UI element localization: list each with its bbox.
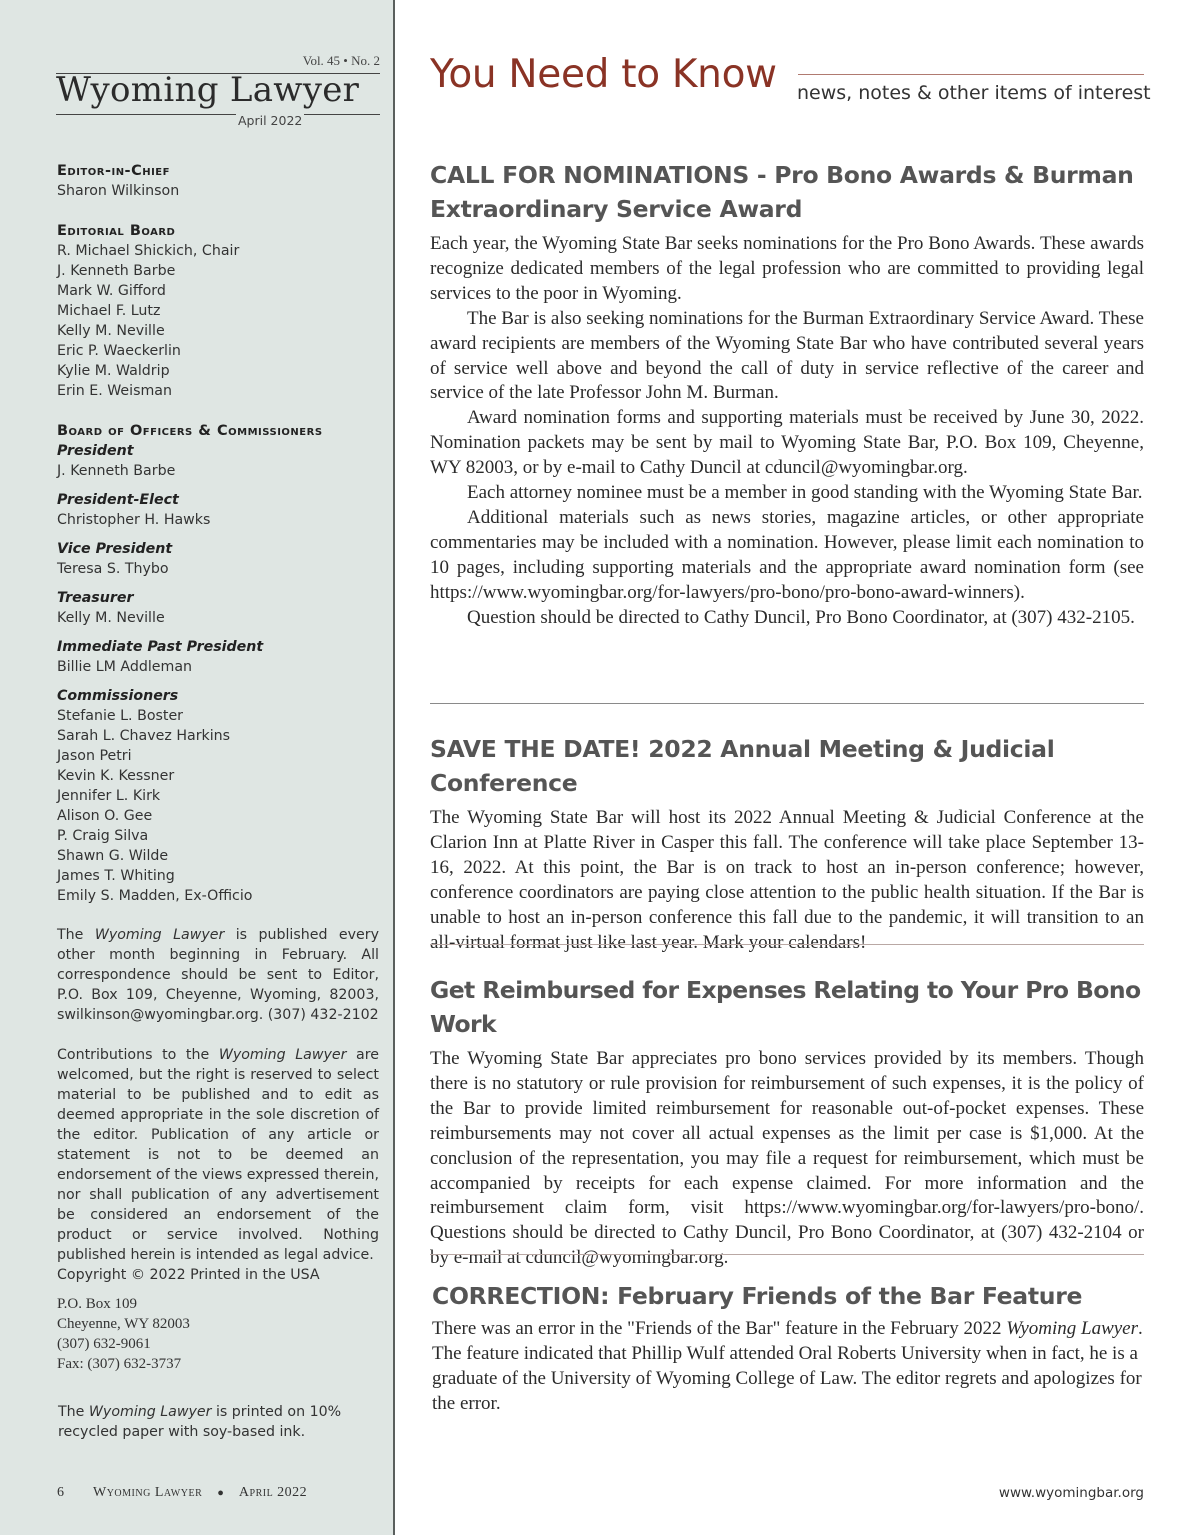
officer-name: Billie LM Addleman: [57, 659, 193, 675]
section-divider: [430, 703, 1144, 704]
officers-section: [57, 421, 379, 906]
article-paragraph: Award nomination forms and supporting materials must be received by June 30, 2022. Nomination packets may be sent by mail to Wyoming State Bar, P.O. Box 109, Cheyenne, WY 82003, or by e-mail to Cathy Duncil at cduncil@wyomingbar.org.: [430, 407, 1144, 479]
commissioner-name: Kevin K. Kessner: [57, 768, 175, 784]
issue-date: April 2022: [238, 113, 303, 128]
board-member: Kelly M. Neville: [57, 323, 165, 339]
editorial-board-section: [57, 221, 379, 401]
editor-heading: Editor-in-Chief: [57, 163, 170, 179]
copyright-notice: Copyright © 2022 Printed in the USA: [57, 1267, 320, 1283]
article-text: There was an error in the "Friends of the Bar" feature in the February 2022: [432, 1318, 1007, 1339]
footer-publication: Wyoming Lawyer: [93, 1485, 203, 1500]
officer-name: Teresa S. Thybo: [57, 561, 169, 577]
officer-role: Immediate Past President: [57, 639, 264, 655]
publication-title: Wyoming Lawyer: [56, 70, 360, 110]
publication-name: Wyoming Lawyer: [1006, 1318, 1139, 1339]
masthead-rule-bottom: [56, 114, 380, 115]
bullet-icon: ●: [217, 1487, 224, 1499]
officer-name: Christopher H. Hawks: [57, 512, 211, 528]
editor-section: [57, 161, 379, 201]
address-line: Fax: (307) 632-3737: [57, 1356, 182, 1372]
officer-role: Treasurer: [57, 590, 134, 606]
article-heading: CORRECTION: February Friends of the Bar Feature: [432, 1282, 1083, 1310]
publication-name: Wyoming Lawyer: [94, 927, 225, 943]
commissioner-name: Sarah L. Chavez Harkins: [57, 728, 231, 744]
notice-text: The: [57, 927, 95, 943]
board-member: Mark W. Gifford: [57, 283, 166, 299]
article-save-the-date: [430, 732, 1144, 955]
contributions-notice: [57, 1045, 379, 1265]
board-member: J. Kenneth Barbe: [57, 263, 176, 279]
commissioner-name: Jason Petri: [57, 748, 132, 764]
address-line: (307) 632-9061: [57, 1336, 151, 1352]
section-divider: [430, 944, 1144, 945]
mailing-address: [57, 1294, 379, 1374]
page-number: 6: [57, 1485, 64, 1500]
notice-text: is printed on 10% recycled paper with soy-based ink.: [58, 1404, 342, 1440]
officers-heading: Board of Officers & Commissioners: [57, 423, 323, 439]
volume-number: Vol. 45 • No. 2: [302, 53, 380, 68]
board-member: Kylie M. Waldrip: [57, 363, 170, 379]
footer-date: April 2022: [238, 1485, 308, 1500]
commissioner-name: Stefanie L. Boster: [57, 708, 184, 724]
section-divider: [430, 1254, 1144, 1255]
article-heading: Get Reimbursed for Expenses Relating to Your Pro Bono Work: [430, 976, 1141, 1038]
board-member: R. Michael Shickich, Chair: [57, 243, 240, 259]
article-paragraph: The Wyoming State Bar appreciates pro bono services provided by its members. Though there is no statutory or rule provision for reimbursement of such expenses, it is the policy of the Bar to provide limited reimbursement for reasonable out-of-pocket expenses. These reimbursements may not cover all actual expenses as the limit per case is $1,000. At the conclusion of the representation, you may file a request for reimbursement, which must be accompanied by receipts for each expense claimed. For more information and the reimbursement claim form, visit https://www.wyomingbar.org/for-lawyers/pro-bono/. Questions should be directed to Cathy Duncil, Pro Bono Coordinator, at (307) 432-2104 or by e-mail at cduncil@wyomingbar.org.: [430, 1048, 1144, 1269]
publication-name: Wyoming Lawyer: [88, 1404, 212, 1420]
board-member: Eric P. Waeckerlin: [57, 343, 181, 359]
commissioners-heading: Commissioners: [57, 688, 179, 704]
notice-text: are welcomed, but the right is reserved to select material to be published and to edit as deemed appropriate in the sole discretion of the editor. Publication of any article or statement is not to be deemed an endorsement of the views expressed therein, nor shall publication of any advertisement be considered an endorsement of the product or service involved. Nothing published herein is intended as legal advice.: [57, 1047, 379, 1263]
commissioner-name: Jennifer L. Kirk: [57, 788, 161, 804]
officer-name: Kelly M. Neville: [57, 610, 165, 626]
commissioner-name: Shawn G. Wilde: [57, 848, 169, 864]
title-rule: [798, 74, 1144, 75]
page-footer: [57, 1485, 307, 1501]
article-reimbursement: [430, 973, 1144, 1271]
board-member: Michael F. Lutz: [57, 303, 161, 319]
officer-name: J. Kenneth Barbe: [57, 463, 176, 479]
publication-notice: [57, 925, 379, 1025]
commissioner-name: P. Craig Silva: [57, 828, 149, 844]
commissioner-name: Alison O. Gee: [57, 808, 153, 824]
article-paragraph: Each year, the Wyoming State Bar seeks nominations for the Pro Bono Awards. These awards recognize dedicated members of the legal profession who are committed to providing legal services to the poor in Wyoming.: [430, 233, 1144, 304]
commissioner-name: Emily S. Madden, Ex-Officio: [57, 888, 253, 904]
masthead-sidebar: [0, 0, 395, 1535]
article-paragraph: Additional materials such as news stories, magazine articles, or other appropriate commentaries may be included with a nomination. However, please limit each nomination to 10 pages, including supporting materials and the appropriate award nomination form (see https://www.wyomingbar.org/for-lawyers/pro-bono/pro-bono-award-winners).: [430, 506, 1144, 603]
editor-name: Sharon Wilkinson: [57, 183, 180, 199]
website-url: www.wyomingbar.org: [998, 1485, 1144, 1501]
notice-text: Contributions to the: [57, 1047, 219, 1063]
commissioner-name: James T. Whiting: [57, 868, 175, 884]
article-text: . The feature indicated that Phillip Wulf attended Oral Roberts University when in fact, he is a graduate of the University of Wyoming College of Law. The editor regrets and apologizes for the error.: [432, 1318, 1143, 1414]
recycled-notice: [58, 1402, 374, 1442]
article-nominations: [430, 158, 1144, 631]
address-line: P.O. Box 109: [57, 1296, 138, 1312]
address-line: Cheyenne, WY 82003: [57, 1316, 190, 1332]
article-paragraph: The Wyoming State Bar will host its 2022 Annual Meeting & Judicial Conference at the Clarion Inn at Platte River in Casper this fall. The conference will take place September 13-16, 2022. At this point, the Bar is on track to host an in-person conference; however, conference coordinators are paying close attention to the public health situation. If the Bar is unable to host an in-person conference this fall due to the pandemic, it will transition to an all-virtual format just like last year. Mark your calendars!: [430, 807, 1144, 953]
article-paragraph: Question should be directed to Cathy Duncil, Pro Bono Coordinator, at (307) 432-2105.: [467, 606, 1135, 628]
article-paragraph: The Bar is also seeking nominations for the Burman Extraordinary Service Award. These award recipients are members of the Wyoming State Bar who have contributed several years of service well above and beyond the call of duty in service reflective of the career and service of the late Professor John M. Burman.: [430, 307, 1144, 404]
board-member: Erin E. Weisman: [57, 383, 172, 399]
section-subtitle: news, notes & other items of interest: [797, 82, 1151, 104]
article-heading: SAVE THE DATE! 2022 Annual Meeting & Judicial Conference: [430, 735, 1055, 797]
notice-text: The: [58, 1404, 89, 1420]
officer-role: President-Elect: [57, 492, 179, 508]
article-heading: CALL FOR NOMINATIONS - Pro Bono Awards & Burman Extraordinary Service Award: [430, 161, 1134, 223]
officer-role: Vice President: [57, 541, 173, 557]
section-title: You Need to Know: [430, 52, 777, 97]
article-paragraph: Each attorney nominee must be a member in good standing with the Wyoming State Bar.: [467, 482, 1143, 504]
board-heading: Editorial Board: [57, 223, 176, 239]
publication-name: Wyoming Lawyer: [218, 1047, 347, 1063]
article-correction: [432, 1279, 1144, 1417]
officer-role: President: [57, 443, 134, 459]
notice-text: is published every other month beginning in February. All correspondence should be sent to Editor, P.O. Box 109, Cheyenne, Wyoming, 82003, swilkinson@wyomingbar.org. (307) 432-2102: [57, 927, 379, 1023]
